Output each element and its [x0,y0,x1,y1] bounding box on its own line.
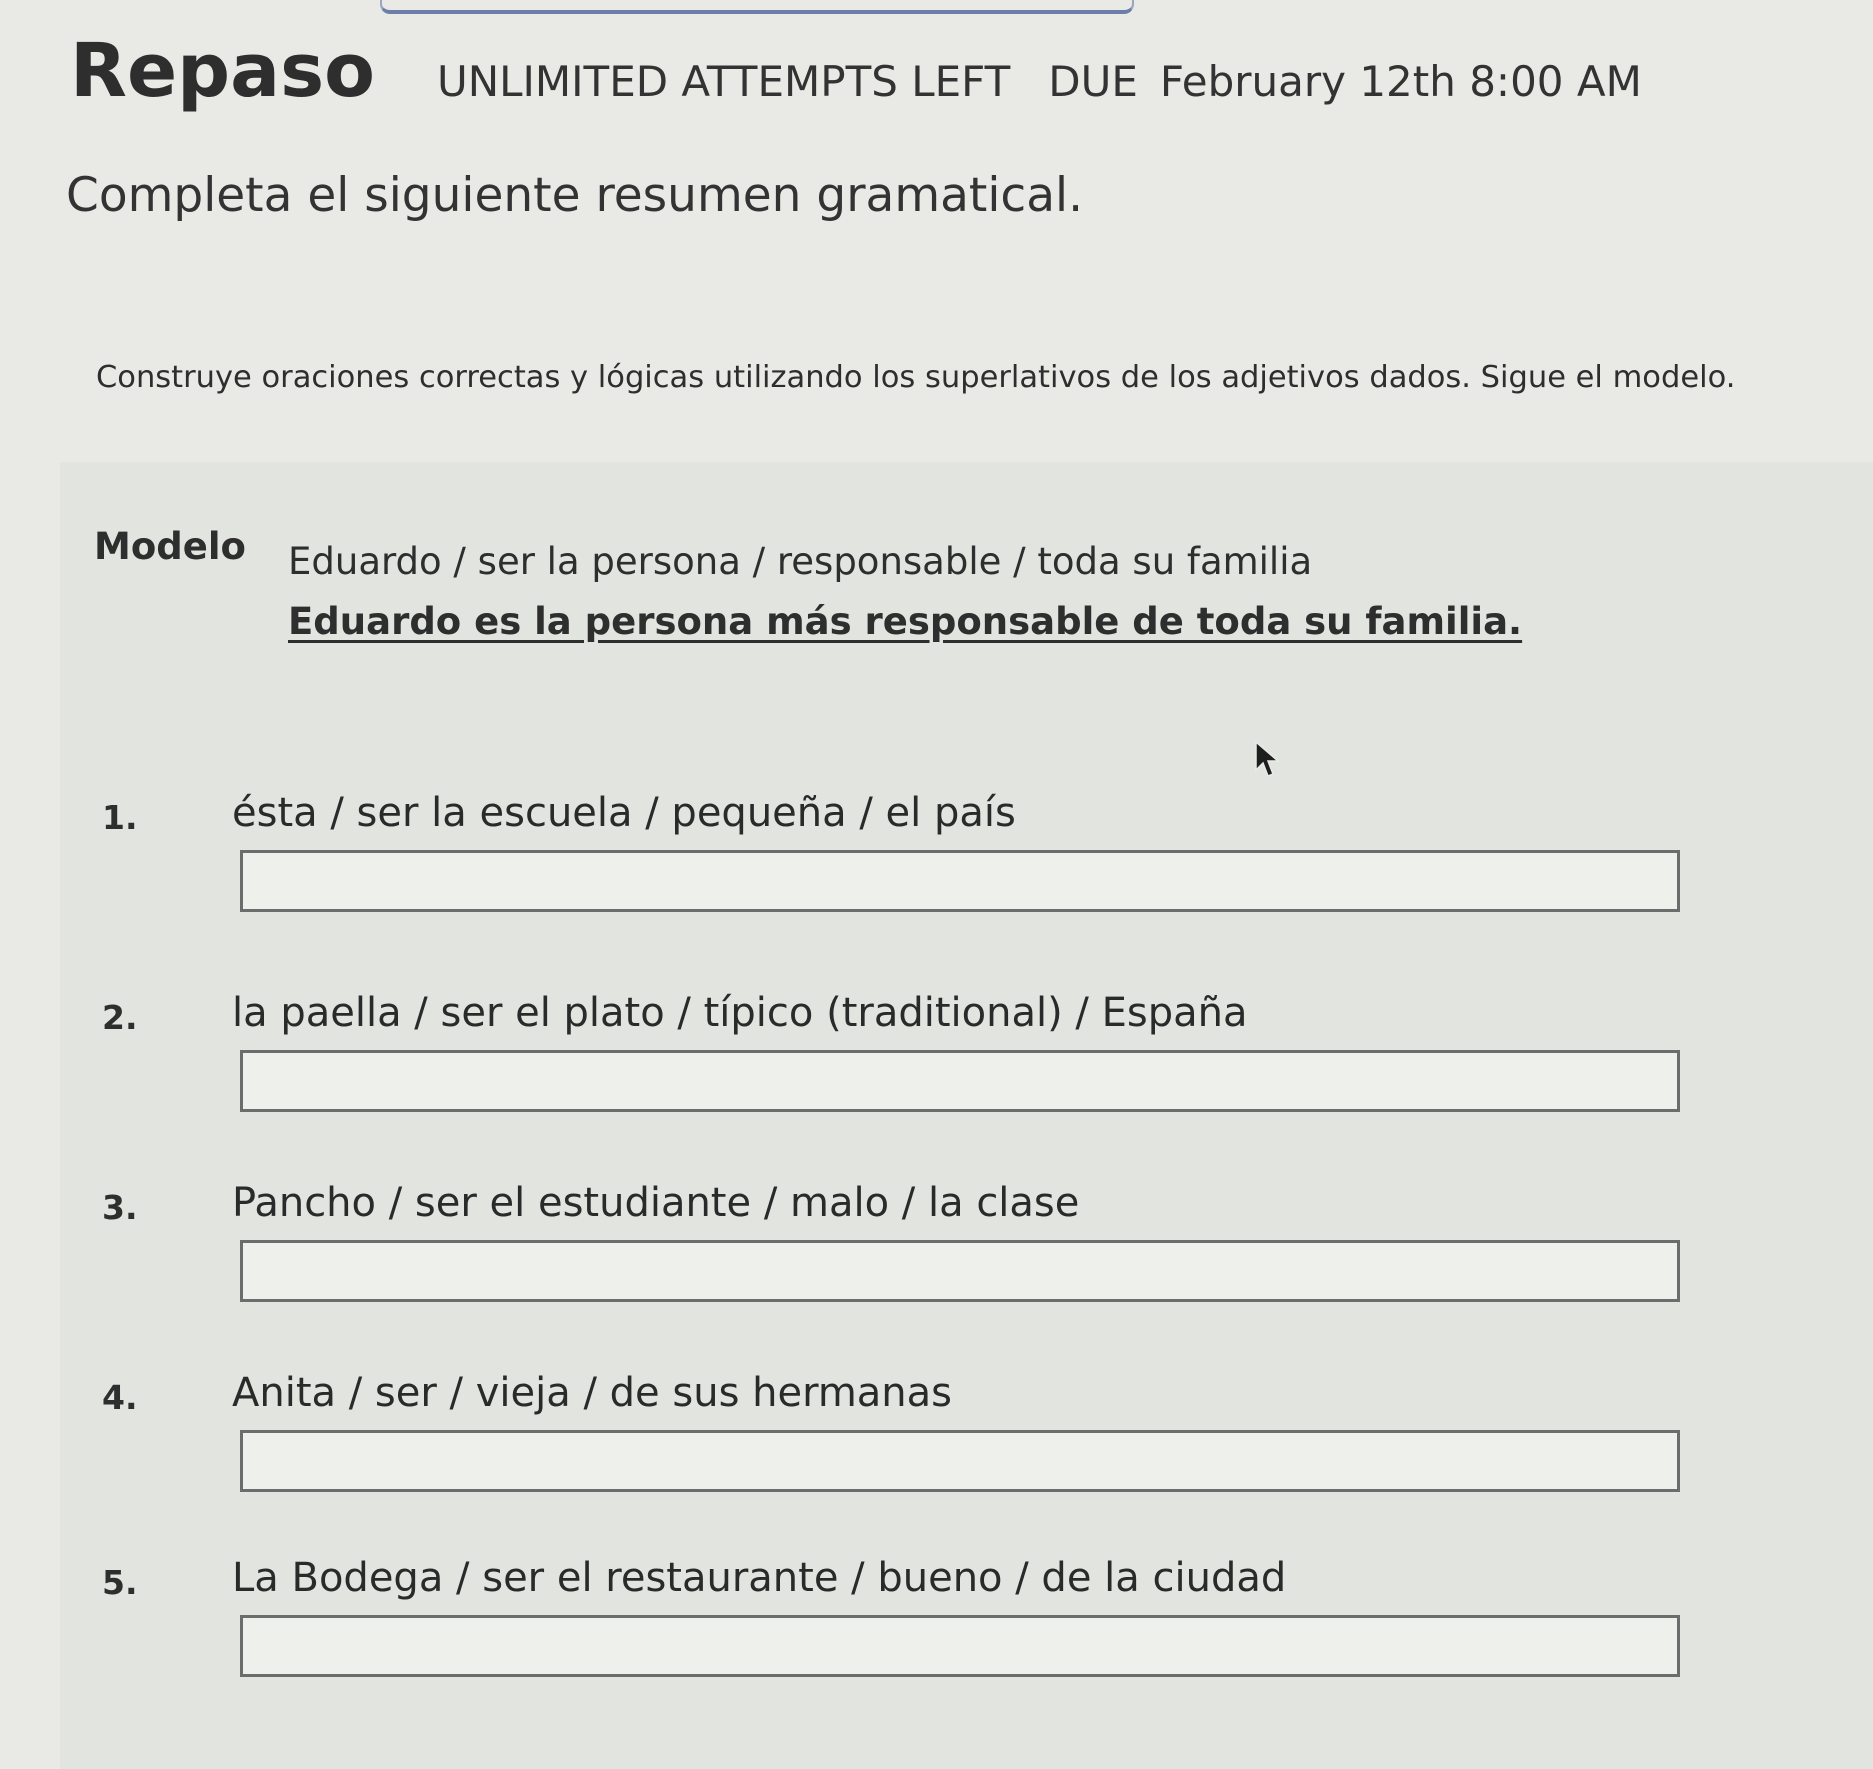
question-prompt: La Bodega / ser el restaurante / bueno / de la ciudad [232,1555,1287,1601]
page-title: Repaso [70,28,375,114]
question-number: 5. [102,1563,138,1602]
model-label: Modelo [94,525,246,568]
question-number: 3. [102,1188,138,1227]
question-prompt: Pancho / ser el estudiante / malo / la clase [232,1180,1080,1226]
question-prompt: la paella / ser el plato / típico (traditional) / España [232,990,1248,1036]
due-label: DUE [1048,57,1138,106]
answer-input-4[interactable] [240,1430,1680,1492]
question-number: 1. [102,798,138,837]
assignment-meta [437,57,1642,106]
question-prompt: Anita / ser / vieja / de sus hermanas [232,1370,952,1416]
question-number: 4. [102,1378,138,1417]
attempts-status: UNLIMITED ATTEMPTS LEFT [436,57,1011,106]
answer-input-3[interactable] [240,1240,1680,1302]
answer-input-5[interactable] [240,1615,1680,1677]
mouse-cursor-icon [1252,740,1282,780]
directions-text: Construye oraciones correctas y lógicas utilizando los superlativos de los adjetivos dados. Sigue el modelo. [96,360,1736,395]
top-tab-edge [380,0,1134,14]
answer-input-1[interactable] [240,850,1680,912]
assignment-header [70,28,1642,114]
answer-input-2[interactable] [240,1050,1680,1112]
question-prompt: ésta / ser la escuela / pequeña / el país [232,790,1016,836]
model-answer: Eduardo es la persona más responsable de toda su familia. [288,600,1523,643]
model-prompt: Eduardo / ser la persona / responsable / toda su familia [288,540,1313,583]
due-date: February 12th 8:00 AM [1159,57,1642,106]
instructions-heading: Completa el siguiente resumen gramatical. [66,168,1084,223]
question-number: 2. [102,998,138,1037]
